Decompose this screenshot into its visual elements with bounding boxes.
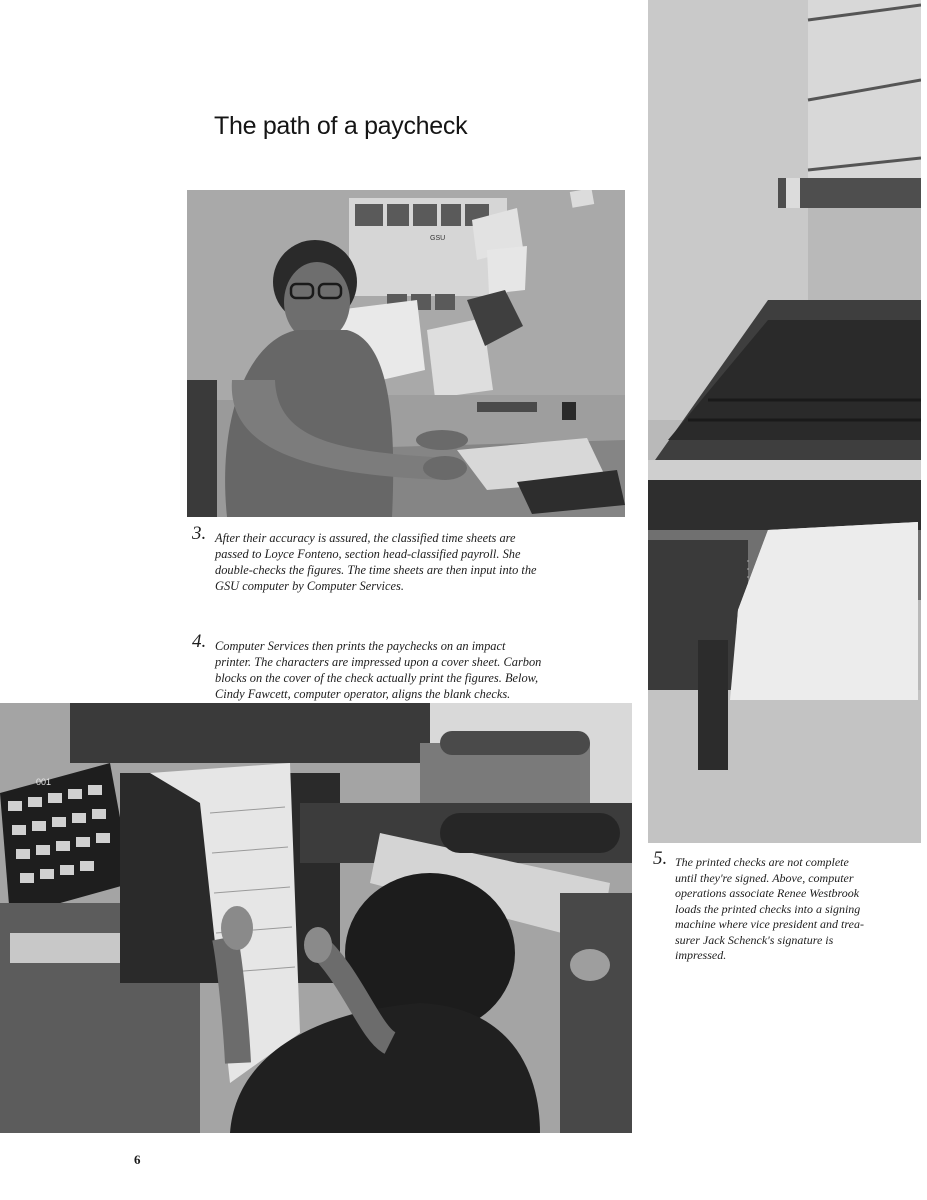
caption-5-number: 5.	[653, 848, 668, 869]
caption-3-line-4: GSU computer by Computer Services.	[215, 579, 404, 593]
office-desk-photo	[187, 190, 625, 517]
caption-5-line-4: loads the printed checks into a signing	[675, 901, 861, 916]
caption-4-line-2: printer. The characters are impressed upon a cover sheet. Carbon	[215, 655, 542, 669]
caption-3-line-2: passed to Loyce Fonteno, section head-classified payroll. She	[215, 547, 521, 561]
caption-5-line-6: surer Jack Schenck's signature is	[675, 932, 834, 947]
caption-5-line-7: impressed.	[675, 948, 727, 962]
caption-3-line-1: After their accuracy is assured, the classified time sheets are	[215, 531, 516, 545]
caption-5-line-2: until they're signed. Above, computer	[675, 870, 854, 885]
signing-machine-photo	[648, 0, 921, 843]
caption-4-line-4: Cindy Fawcett, computer operator, aligns the blank checks.	[215, 687, 511, 701]
caption-5-line-1: The printed checks are not complete	[675, 855, 849, 869]
page-title: The path of a paycheck	[214, 112, 468, 140]
caption-4-number: 4.	[192, 631, 207, 652]
caption-4	[192, 631, 615, 702]
caption-3-number: 3.	[192, 523, 207, 544]
page-number: 6	[134, 1152, 141, 1167]
bulletin-card-label: GSU	[430, 235, 446, 242]
caption-5-line-3: operations associate Renee Westbrook	[675, 886, 860, 900]
caption-5-line-5: machine where vice president and trea-	[675, 917, 864, 931]
caption-3	[192, 523, 615, 594]
keypad-display-label: 001	[36, 777, 52, 787]
caption-4-line-1: Computer Services then prints the paychecks on an impact	[215, 639, 506, 653]
caption-3-line-3: double-checks the figures. The time sheets are then input into the	[215, 563, 537, 577]
caption-4-line-3: blocks on the cover of the check actually print the figures. Below,	[215, 671, 539, 685]
caption-5	[653, 848, 910, 964]
impact-printer-photo	[0, 703, 632, 1133]
